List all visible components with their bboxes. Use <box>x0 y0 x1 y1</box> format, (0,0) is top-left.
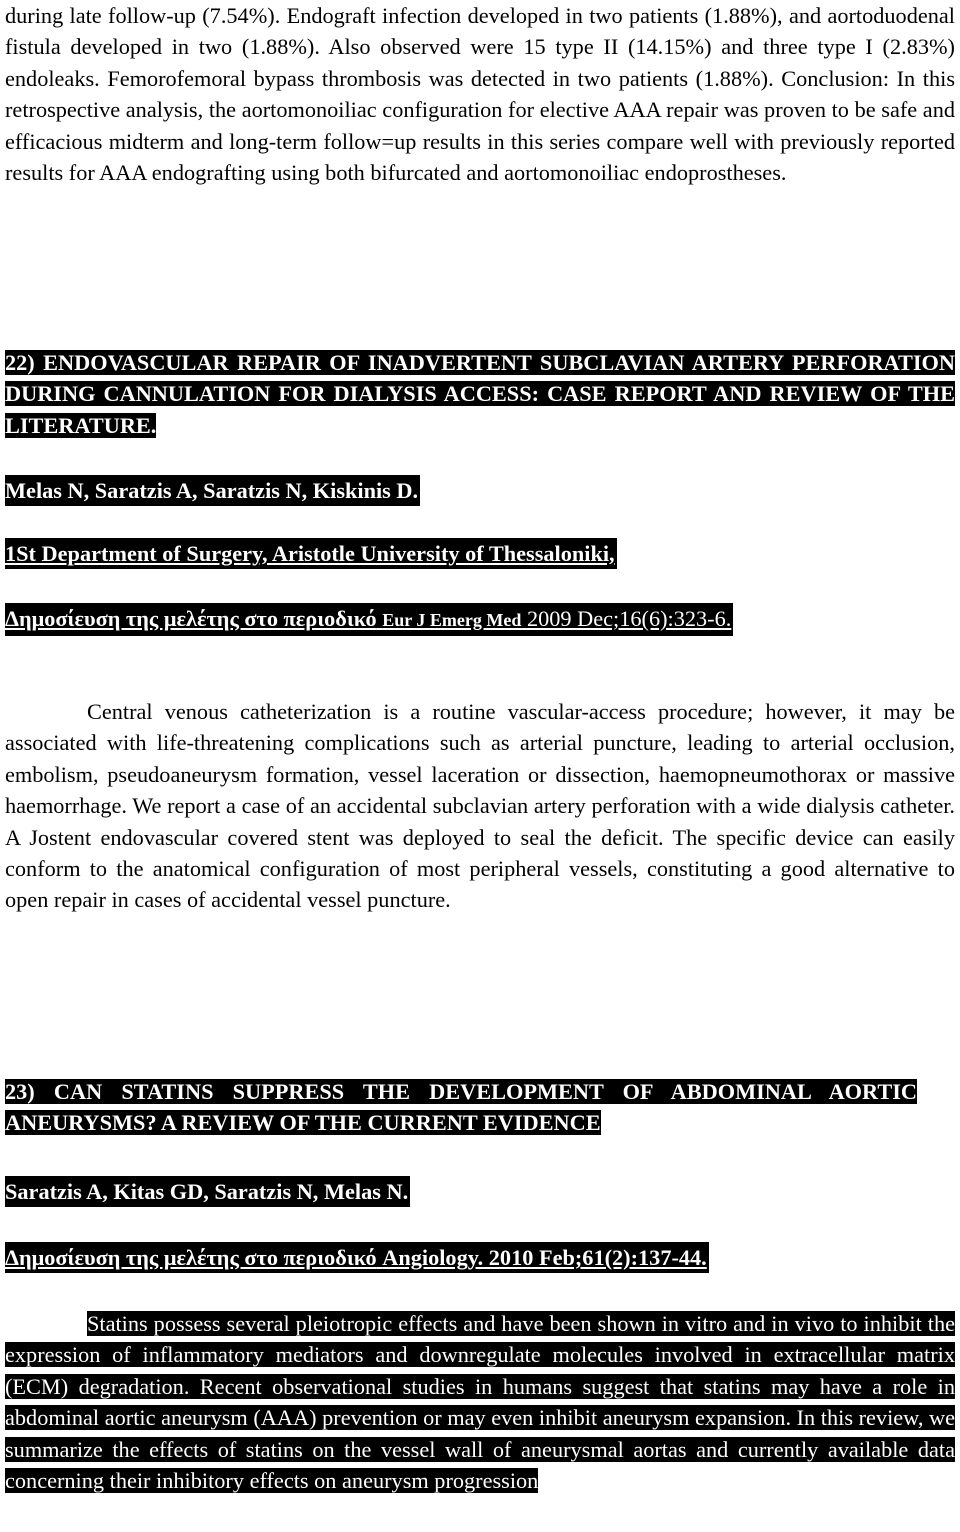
article-22-publication <box>5 603 733 636</box>
article-23-publication <box>5 1242 709 1273</box>
article-22-title: 22) ENDOVASCULAR REPAIR OF INADVERTENT SUBCLAVIAN ARTERY PERFORATION DURING CANNULATION FOR DIALYSIS ACCESS: CASE REPORT AND REVIEW OF THE LITERATURE. <box>5 350 955 438</box>
publication-prefix: Δημοσίευση της μελέτης στο περιοδικό <box>5 1245 377 1270</box>
article-22-authors: Melas N, Saratzis A, Saratzis N, Kiskinis D. <box>5 475 420 506</box>
article-23-abstract: Statins possess several pleiotropic effects and have been shown in vitro and in vivo to inhibit the expression of inflammatory mediators and downregulate molecules involved in extracellular matrix (ECM) degradation. Recent observational studies in humans suggest that statins may have a role in abdominal aortic aneurysm (AAA) prevention or may even inhibit aneurysm expansion. In this review, we summarize the effects of statins on the vessel wall of aneurysmal aortas and currently available data concerning their inhibitory effects on aneurysm progression <box>5 1311 955 1494</box>
citation: 2009 Dec;16(6):323-6. <box>526 606 732 631</box>
citation: Angiology. 2010 Feb;61(2):137-44. <box>382 1245 707 1270</box>
carryover-paragraph: during late follow-up (7.54%). Endograft infection developed in two patients (1.88%), and aortoduodenal fistula developed in two (1.88%). Also observed were 15 type II (14.15%) and three type I (2.83%) endoleaks. Femorofemoral bypass thrombosis was detected in two patients (1.88%). Conclusion: In this retrospective analysis, the aortomonoiliac configuration for elective AAA repair was proven to be safe and efficacious midterm and long-term follow=up results in this series compare well with previously reported results for AAA endografting using both bifurcated and aortomonoiliac endoprostheses. <box>5 3 955 186</box>
article-22-affiliation: 1St Department of Surgery, Aristotle University of Thessaloniki, <box>5 538 617 569</box>
journal-name: Eur J Emerg Med <box>382 610 522 630</box>
article-22-abstract: Central venous catheterization is a routine vascular-access procedure; however, it may be associated with life-threatening complications such as arterial puncture, leading to arterial occlusion, embolism, pseudoaneurysm formation, vessel laceration or dissection, haemopneumothorax or massive haemorrhage. We report a case of an accidental subclavian artery perforation with a wide dialysis catheter. A Jostent endovascular covered stent was deployed to seal the deficit. The specific device can easily conform to the anatomical configuration of most peripheral vessels, constituting a good alternative to open repair in cases of accidental vessel puncture. <box>5 699 955 913</box>
article-23-authors: Saratzis A, Kitas GD, Saratzis N, Melas N. <box>5 1176 410 1207</box>
publication-prefix: Δημοσίευση της μελέτης στο περιοδικό <box>5 606 377 631</box>
article-23-title: 23) CAN STATINS SUPPRESS THE DEVELOPMENT OF ABDOMINAL AORTIC ANEURYSMS? A REVIEW OF THE CURRENT EVIDENCE <box>5 1079 917 1136</box>
